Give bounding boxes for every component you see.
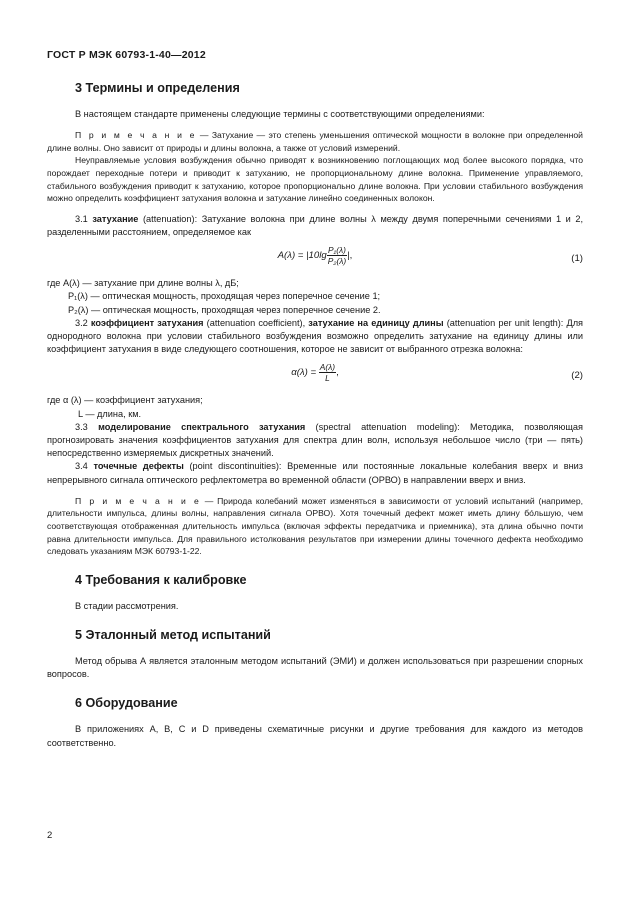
term-3-1 [47, 213, 583, 239]
section-4-title: 4 Требования к калибровке [75, 572, 247, 587]
document-header: ГОСТ Р МЭК 60793-1-40—2012 [47, 49, 206, 61]
section-5-text: Метод обрыва А является эталонным методом испытаний (ЭМИ) и должен использоваться при разрешении спорных вопросов. [47, 655, 583, 680]
formula-1-rhs: |, [347, 250, 353, 262]
note-label: П р и м е ч а н и е [75, 130, 197, 141]
term-3-2 [47, 317, 583, 357]
formula-2-numerator: A(λ) [319, 362, 336, 373]
term-number: 3.1 [75, 213, 93, 224]
term-english-alt: (attenuation per unit length): [443, 317, 567, 328]
definition-row: где α (λ) — коэффициент затухания; [47, 395, 203, 406]
formula-1-denominator: P₂(λ) [327, 256, 347, 267]
term-definition: Затухание волокна при длине волны λ между двумя поперечными сечениями 1 и 2, разделенными расстоянием, определяемое как [47, 213, 583, 237]
section-4-text: В стадии рассмотрения. [75, 600, 179, 611]
term-name: моделирование спектрального затухания [98, 421, 306, 432]
section-3-title: 3 Термины и определения [75, 81, 240, 95]
term-3-3 [47, 421, 583, 461]
term-english: (attenuation coefficient), [203, 317, 309, 328]
term-name: точечные дефекты [93, 461, 184, 472]
definition-row: L — длина, км. [78, 408, 142, 419]
term-definition: (spectral attenuation modeling): Методика, позволяющая прогнозировать значения коэффициентов затухания для спектра длин волн, используя небольшое число (три — пять) непосредственно измеряемых дискретных значений. [47, 421, 584, 459]
definition-row: P₁(λ) — оптическая мощность, проходящая через поперечное сечение 1; [68, 291, 381, 302]
term-3-4-note [47, 495, 583, 558]
note-text: — Природа колебаний может изменяться в зависимости от условий испытаний (например, длительности импульса, длины волны, направления сигнала ОРВО). Хотя точечный дефект может иметь длину бóльшую, чем соответствующая отображенная длительность импульса (включая эффекты передатчика и приемника), эта длина обычно почти равна длительности импульса. Для правильного истолкования результатов при измерении длины точечного дефекта необходимо следовать указаниям МЭК 60793-1-22. [47, 495, 583, 557]
formula-1-definitions [47, 277, 583, 317]
formula-2 [47, 360, 583, 390]
definition-row: где A(λ) — затухание при длине волны λ, дБ; [47, 278, 239, 289]
term-3-4 [47, 460, 583, 486]
formula-1 [47, 243, 583, 273]
term-number: 3.4 [75, 461, 94, 472]
formula-1-numerator: P₁(λ) [327, 245, 346, 256]
note-text: — Затухание — это степень уменьшения оптической мощности в волокне при определенной длине волны. Оно зависит от природы и длины волокна, а также от условий измерений. [47, 130, 583, 153]
formula-1-number: (1) [571, 253, 583, 265]
page-number: 2 [47, 830, 53, 841]
document-body [47, 80, 583, 750]
term-number: 3.2 [75, 317, 91, 328]
formula-1-lhs: A(λ) = |10lg [277, 250, 327, 262]
definition-row: P₂(λ) — оптическая мощность, проходящая через поперечное сечение 2. [68, 304, 381, 315]
term-english: (attenuation): [138, 213, 202, 224]
formula-2-denominator: L [325, 373, 330, 384]
section-3-note [47, 129, 583, 154]
formula-2-number: (2) [571, 370, 583, 382]
formula-2-rhs: , [336, 367, 339, 379]
term-definition: Для однородного волокна при условии стабильного возбуждения возможно определить затухание на единицу длины или коэффициент затухания в виде следующего соотношения, которое не зависит от выбранного отрезка волокна: [47, 317, 584, 355]
section-5-title: 5 Эталонный метод испытаний [75, 627, 271, 642]
term-name-alt: затухание на единицу длины [308, 317, 444, 328]
note-label: П р и м е ч а н и е [75, 495, 201, 506]
term-name: коэффициент затухания [90, 317, 204, 328]
section-6-text: В приложениях А, В, С и D приведены схематичные рисунки и другие требования для каждого из методов соответственно. [47, 724, 583, 748]
term-definition: (point discontinuities): Временные или постоянные локальные колебания вверх и вниз непрерывного сигнала оптического рефлектометра во временной области (ОРВО) в направлении вверх и вниз. [47, 461, 584, 485]
section-3-intro: В настоящем стандарте применены следующие термины с соответствующими определениями: [75, 109, 485, 119]
section-6-title: 6 Оборудование [75, 696, 178, 711]
section-3-note-continued: Неуправляемые условия возбуждения обычно приводят к возникновению поглощающих мод более высокого порядка, что порождает переходные потери и приводит к затуханию, не пропорциональному длине волокна. Применение управляемого, стабильного возбуждения приводит к затуханию, которое пропорционально длине волокна. При условии стабильного возбуждения можно определить коэффициент затухания волокна и затухание линейно соединенных волокон. [47, 155, 583, 204]
term-name: затухание [92, 213, 139, 224]
formula-2-definitions [47, 394, 583, 420]
formula-2-lhs: α(λ) = [291, 367, 319, 379]
term-number: 3.3 [75, 421, 99, 432]
